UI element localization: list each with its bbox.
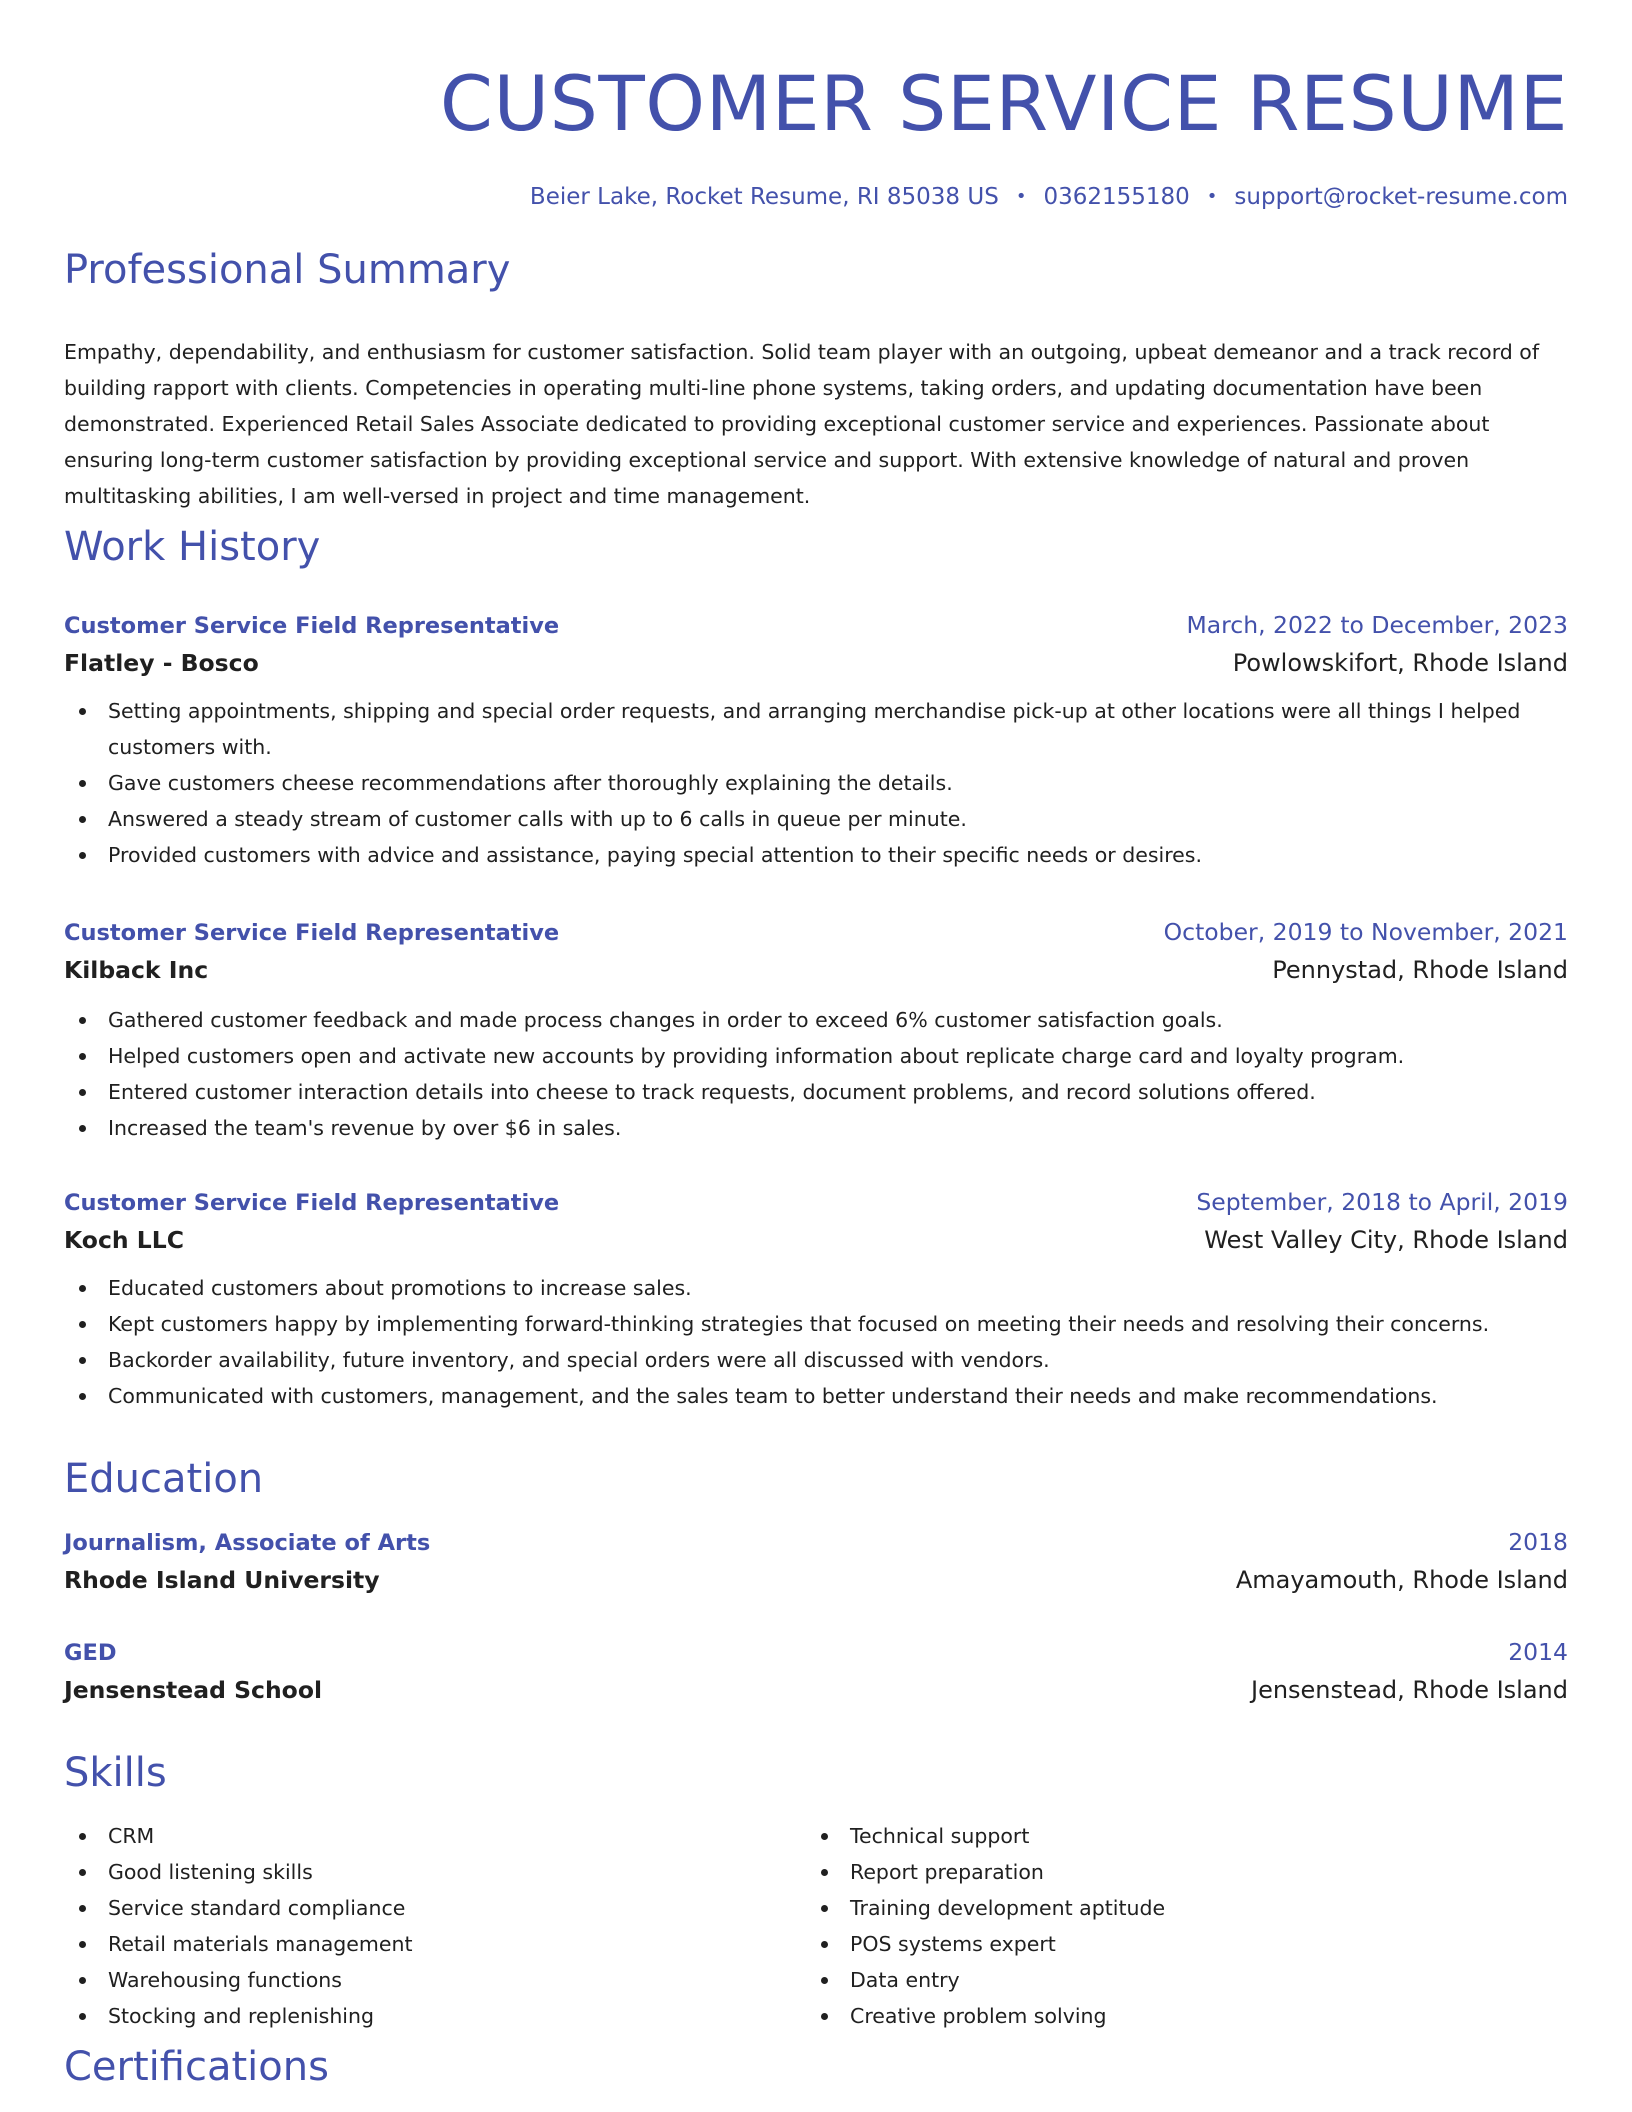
education-school: Jensenstead School [64,1676,323,1704]
skill-item: Warehousing functions [64,1962,806,1998]
job-role: Customer Service Field Representative [64,920,560,946]
section-title-certifications: Certifications [64,2044,329,2090]
job-company: Koch LLC [64,1226,184,1254]
work-entry [64,608,1568,873]
job-bullet: Helped customers open and activate new accounts by providing information about replicate charge card and loyalty program. [64,1038,1568,1074]
skills-column-left [64,1818,806,2034]
job-bullet: Provided customers with advice and assistance, paying special attention to their specific needs or desires. [64,837,1568,873]
work-entry [64,1185,1568,1414]
job-dates: March, 2022 to December, 2023 [1186,611,1568,639]
skill-item: CRM [64,1818,806,1854]
job-company: Flatley - Bosco [64,649,259,677]
education-entry [64,1525,1568,1600]
job-role: Customer Service Field Representative [64,613,560,639]
skills-column-right [806,1818,1568,2034]
job-bullet-list [64,1002,1568,1146]
contact-phone: 0362155180 [1043,184,1190,210]
section-title-skills: Skills [64,1750,167,1796]
contact-separator: • [1015,186,1027,207]
skills-list [64,1818,1568,2034]
skill-item: Technical support [806,1818,1568,1854]
resume-title: CUSTOMER SERVICE RESUME [439,59,1568,148]
contact-email[interactable]: support@rocket-resume.com [1234,184,1568,210]
job-bullet: Backorder availability, future inventory, and special orders were all discussed with vendors. [64,1342,1568,1378]
education-degree: GED [64,1640,117,1666]
job-bullet: Setting appointments, shipping and special order requests, and arranging merchandise pick-up at other locations were all things I helped customers with. [64,693,1568,765]
section-title-work-history: Work History [64,524,321,570]
job-bullet: Gathered customer feedback and made process changes in order to exceed 6% customer satisfaction goals. [64,1002,1568,1038]
contact-address: Beier Lake, Rocket Resume, RI 85038 US [529,184,999,210]
section-title-education: Education [64,1456,264,1502]
job-bullet: Answered a steady stream of customer calls with up to 6 calls in queue per minute. [64,801,1568,837]
job-location: Powlowskifort, Rhode Island [1232,649,1568,677]
education-year: 2014 [1508,1638,1568,1666]
job-bullet: Kept customers happy by implementing forward-thinking strategies that focused on meeting their needs and resolving their concerns. [64,1306,1568,1342]
job-bullet: Entered customer interaction details into cheese to track requests, document problems, and record solutions offered. [64,1074,1568,1110]
job-role: Customer Service Field Representative [64,1190,560,1216]
job-bullet: Increased the team's revenue by over $6 in sales. [64,1110,1568,1146]
work-entry [64,915,1568,1146]
job-company: Kilback Inc [64,956,209,984]
job-location: West Valley City, Rhode Island [1204,1226,1568,1254]
skill-item: Report preparation [806,1854,1568,1890]
skill-item: POS systems expert [806,1926,1568,1962]
education-school: Rhode Island University [64,1566,380,1594]
skill-item: Good listening skills [64,1854,806,1890]
skill-item: Service standard compliance [64,1890,806,1926]
job-bullet: Educated customers about promotions to increase sales. [64,1270,1568,1306]
skill-item: Creative problem solving [806,1998,1568,2034]
education-location: Amayamouth, Rhode Island [1235,1566,1568,1594]
job-bullet-list [64,1270,1568,1414]
skill-item: Data entry [806,1962,1568,1998]
contact-line [530,180,1568,214]
education-year: 2018 [1508,1528,1568,1556]
contact-separator: • [1206,186,1218,207]
job-dates: October, 2019 to November, 2021 [1163,918,1568,946]
job-dates: September, 2018 to April, 2019 [1196,1188,1568,1216]
education-entry [64,1635,1568,1710]
education-location: Jensenstead, Rhode Island [1250,1676,1568,1704]
section-title-professional-summary: Professional Summary [64,247,511,293]
job-location: Pennystad, Rhode Island [1272,956,1568,984]
job-bullet: Gave customers cheese recommendations after thoroughly explaining the details. [64,765,1568,801]
skill-item: Training development aptitude [806,1890,1568,1926]
job-bullet-list [64,693,1568,873]
education-degree: Journalism, Associate of Arts [64,1530,431,1556]
job-bullet: Communicated with customers, management, and the sales team to better understand their needs and make recommendations. [64,1378,1568,1414]
skill-item: Stocking and replenishing [64,1998,806,2034]
summary-text: Empathy, dependability, and enthusiasm for customer satisfaction. Solid team player with an outgoing, upbeat demeanor and a track record of building rapport with clients. Competencies in operating multi-line phone systems, taking orders, and updating documentation have been demonstrated. Experienced Retail Sales Associate dedicated to providing exceptional customer service and experiences. Passionate about ensuring long-term customer satisfaction by providing exceptional service and support. With extensive knowledge of natural and proven multitasking abilities, I am well-versed in project and time management. [64,340,1540,508]
skill-item: Retail materials management [64,1926,806,1962]
